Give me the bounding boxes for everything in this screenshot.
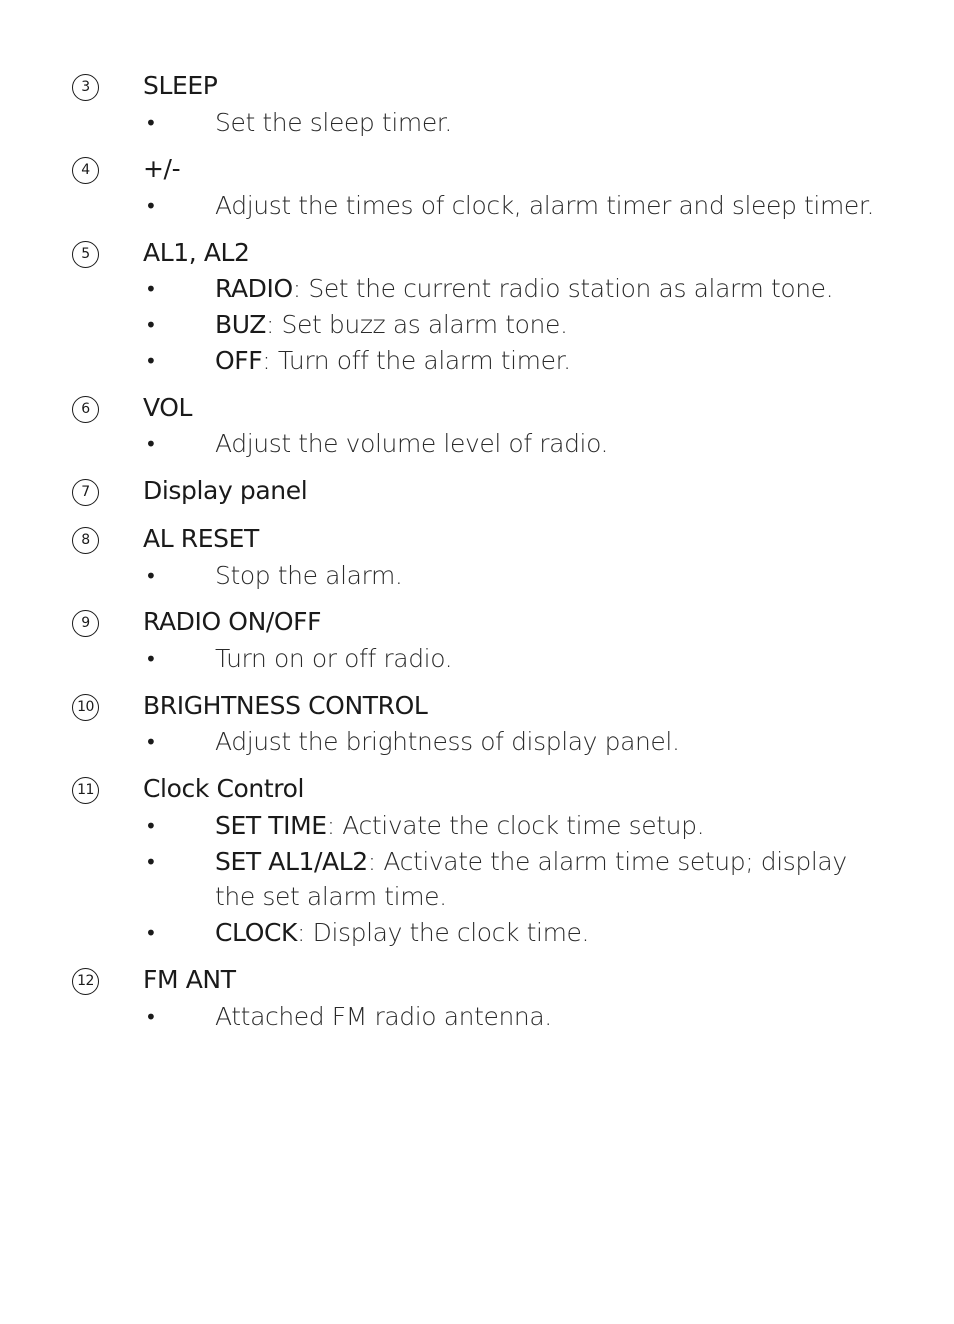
bullet-dot: •	[145, 564, 157, 588]
item-number-badge: 7	[72, 479, 99, 506]
bullet-text: Stop the alarm.	[215, 561, 403, 590]
bullet-dot: •	[145, 1005, 157, 1029]
item-heading: AL1, AL2	[143, 238, 250, 267]
bullet-dot: •	[145, 349, 157, 373]
item-heading: FM ANT	[143, 965, 236, 994]
bullet-dot: •	[145, 921, 157, 945]
bullet-text: Adjust the times of clock, alarm timer and sleep timer.	[215, 191, 875, 220]
item-number-badge: 8	[72, 527, 99, 554]
bullet-text: SET AL1/AL2: Activate the alarm time setup; display the set alarm time.	[215, 847, 847, 911]
bullet-dot: •	[145, 432, 157, 456]
bullet-dot: •	[145, 111, 157, 135]
bullet-dot: •	[145, 313, 157, 337]
bullet-dot: •	[145, 647, 157, 671]
item-number-badge: 3	[72, 74, 99, 101]
item-heading: Display panel	[143, 476, 308, 505]
item-heading: SLEEP	[143, 71, 218, 100]
bullet-text: Set the sleep timer.	[215, 108, 452, 137]
bullet-text: Adjust the volume level of radio.	[215, 429, 609, 458]
bullet-dot: •	[145, 850, 157, 874]
item-number-badge: 12	[72, 968, 99, 995]
bullet-text: Adjust the brightness of display panel.	[215, 727, 680, 756]
item-heading: BRIGHTNESS CONTROL	[143, 691, 428, 720]
bullet-text: RADIO: Set the current radio station as alarm tone.	[215, 274, 834, 303]
item-heading: VOL	[143, 393, 193, 422]
bullet-dot: •	[145, 730, 157, 754]
item-heading: AL RESET	[143, 524, 259, 553]
item-number-badge: 11	[72, 777, 99, 804]
bullet-text: CLOCK: Display the clock time.	[215, 918, 590, 947]
bullet-text: SET TIME: Activate the clock time setup.	[215, 811, 705, 840]
bullet-dot: •	[145, 277, 157, 301]
bullet-text: OFF: Turn off the alarm timer.	[215, 346, 571, 375]
item-heading: Clock Control	[143, 774, 305, 803]
bullet-text: BUZ: Set buzz as alarm tone.	[215, 310, 568, 339]
item-number-badge: 5	[72, 241, 99, 268]
item-number-badge: 10	[72, 694, 99, 721]
item-heading: +/-	[143, 154, 181, 183]
item-number-badge: 6	[72, 396, 99, 423]
item-heading: RADIO ON/OFF	[143, 607, 322, 636]
bullet-text: Attached FM radio antenna.	[215, 1002, 552, 1031]
item-number-badge: 9	[72, 610, 99, 637]
bullet-dot: •	[145, 194, 157, 218]
bullet-dot: •	[145, 814, 157, 838]
bullet-text: Turn on or off radio.	[215, 644, 453, 673]
item-number-badge: 4	[72, 157, 99, 184]
